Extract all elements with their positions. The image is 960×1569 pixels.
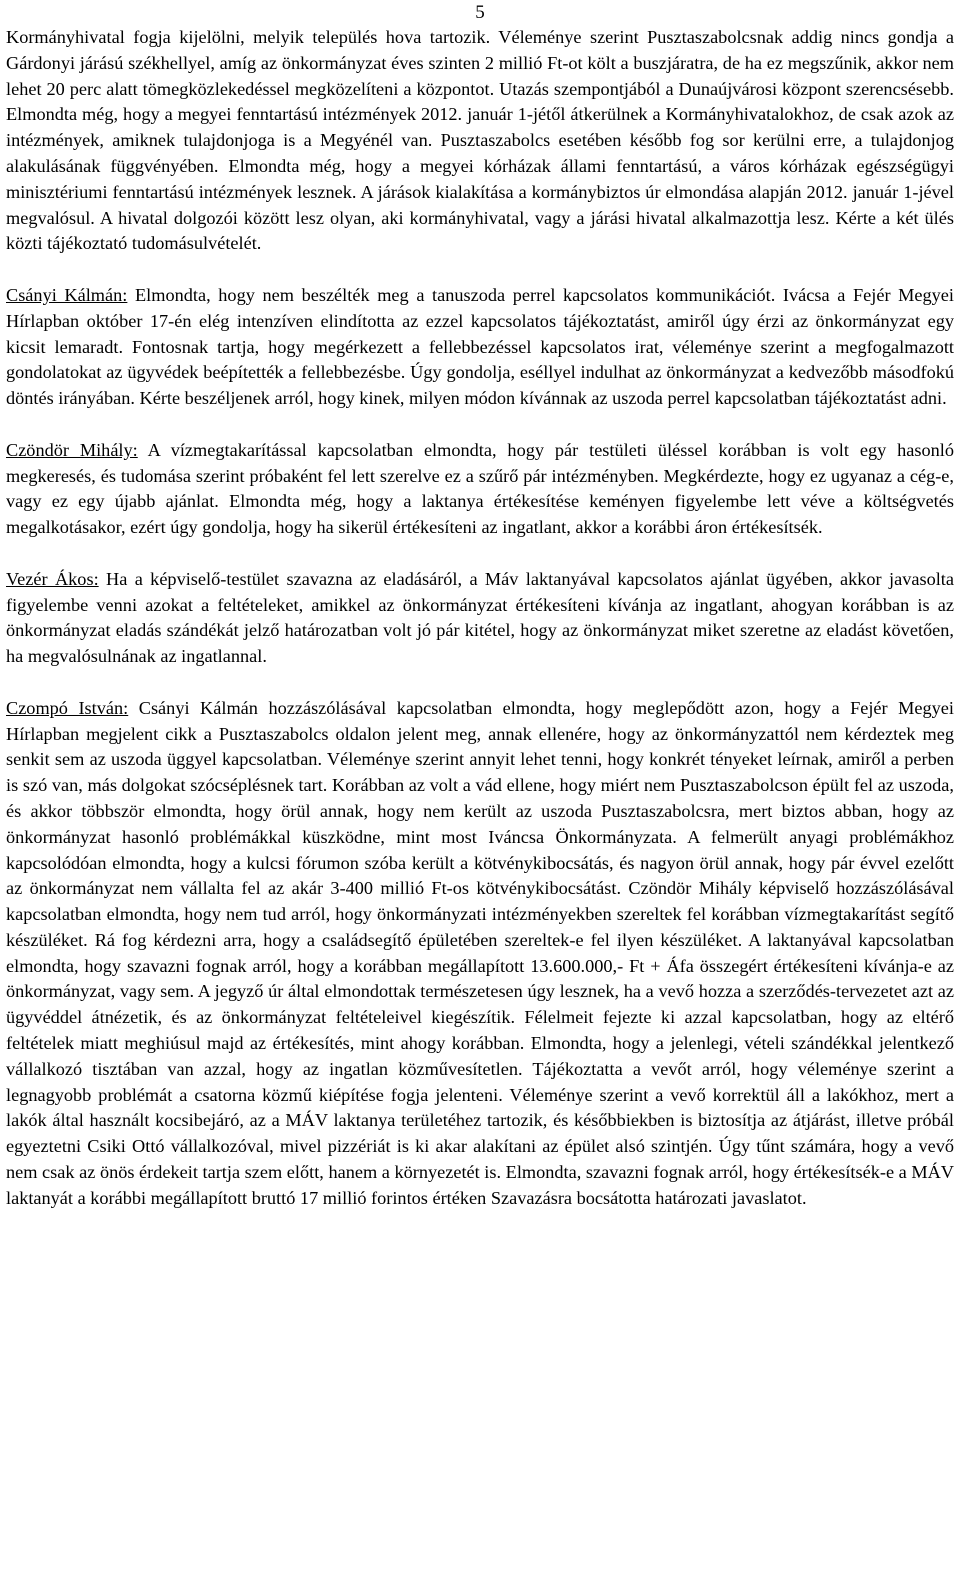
paragraph-intro [6,25,954,257]
paragraph-text: A vízmegtakarítással kapcsolatban elmondta, hogy pár testületi üléssel korábban is volt egy hasonló megkeresés, és tudomása szerint próbaként fel lett szerelve ez a szűrő pár intézményben. Megkérdezte, hogy ez ugyanaz a cég-e, vagy ez egy újabb ajánlat. Elmondta még, hogy a laktanya értékesítése keményen figyelembe lett véve a költségvetés megalkotásakor, ezért úgy gondolja, hogy ha sikerül értékesíteni az ingatlant, akkor a korábbi áron értékesítsék. [6,439,954,538]
paragraph-csanyi [6,283,954,412]
paragraph-text: Ha a képviselő-testület szavazna az eladásáról, a Máv laktanyával kapcsolatos ajánlat ügyében, akkor javasolta figyelembe venni azokat a feltételeket, amikkel az önkormányzat értékesíteni kívánja az ingatlant, ahogyan korábban is az önkormányzat eladás szándékát jelző határozatban volt jó pár kitétel, hogy az önkormányzat miket szeretne az eladást követően, ha megvalósulnának az ingatlannal. [6,568,954,667]
paragraph-czondor [6,438,954,541]
document-body [6,25,954,1212]
speaker-name: Czompó István: [6,697,129,718]
paragraph-text: Csányi Kálmán hozzászólásával kapcsolatban elmondta, hogy meglepődött azon, hogy a Fejér Megyei Hírlapban megjelent cikk a Pusztaszabolcs oldalon jelent meg, annak ellenére, hogy az önkormányzattól nem kérdeztek meg senkit sem az uszoda üggyel kapcsolatban. Véleménye szerint annyit lehet tenni, hogy konkrét tényeket leírnak, amiről a perben is szó van, más dolgokat szócséplésnek tart. Korábban az volt a vád ellene, hogy miért nem Pusztaszabolcson épült fel az uszoda, és akkor többször elmondta, hogy örül annak, hogy nem került az uszoda Pusztaszabolcsra, mert biztos abban, hogy az önkormányzat hasonló problémákkal küszködne, mint most Iváncsa Önkormányzata. A felmerült anyagi problémákhoz kapcsolódóan elmondta, hogy a kulcsi fórumon szóba került a kötvénykibocsátás, és nagyon örül annak, hogy pár évvel ezelőtt az önkormányzat nem vállalta fel az akár 3-400 millió Ft-os kötvénykibocsátást. Czöndör Mihály képviselő hozzászólásával kapcsolatban elmondta, hogy nem tud arról, hogy önkormányzati intézményekben szereltek fel korábban vízmegtakarítást segítő készüléket. Rá fog kérdezni arra, hogy a családsegítő épületében szereltek-e fel ilyen készüléket. A laktanyával kapcsolatban elmondta, hogy szavazni fognak arról, hogy a korábban megállapított 13.600.000,- Ft + Áfa összegért értékesíteni kívánja-e az önkormányzat, vagy sem. A jegyző úr által elmondottak természetesen úgy lesznek, ha a vevő hozza a szerződés-tervezetet azt az ügyvéddel átnézetik, és az önkormányzat feltételeivel kiegészítik. Félelmeit fejezte ki azzal kapcsolatban, hogy az eltérő feltételek miatt meghiúsul majd az értékesítés, mint ahogy korábban. Elmondta, hogy a jelenlegi, vételi szándékkal jelentkező vállalkozó tisztában van azzal, hogy az ingatlan közművesítetlen. Tájékoztatta a vevőt arról, hogy véleménye szerint a legnagyobb problémát a csatorna közmű kiépítése fogja jelenteni. Véleménye szerint a vevő korrektül áll a lakókhoz, mert a lakók által használt kocsibejáró, az a MÁV laktanya területéhez tartozik, és későbbiekben is biztosítja az átjárást, illetve próbál egyeztetni Csiki Ottó vállalkozóval, mivel pizzériát is ki akar alakítani az épület alsó szintjén. Úgy tűnt számára, hogy a vevő nem csak az önös érdekeit tartja szem előtt, hanem a környezetét is. Elmondta, szavazni fognak arról, hogy értékesítsék-e a MÁV laktanyát a korábbi megállapított bruttó 17 millió forintos értéken Szavazásra bocsátotta határozati javaslatot. [6,697,955,1208]
paragraph-text: Kormányhivatal fogja kijelölni, melyik település hova tartozik. Véleménye szerint Pusztaszabolcsnak addig nincs gondja a Gárdonyi járású székhellyel, amíg az önkormányzat éves szinten 2 millió Ft-ot költ a buszjáratra, de ha ez megszűnik, akkor nem lehet 20 perc alatt tömegközlekedéssel megközelíteni a központot. Utazás szempontjából a Dunaújvárosi központ szerencsésebb. Elmondta még, hogy a megyei fenntartású intézmények 2012. január 1-jétől átkerülnek a Kormányhivatalokhoz, de csak azok az intézmények, amiknek tulajdonjoga is a Megyénél van. Pusztaszabolcs esetében később fog sor kerülni erre, a tulajdonjog alakulásának függvényében. Elmondta még, hogy a megyei kórházak állami fenntartású, a város kórházak egészségügyi minisztériumi fenntartású intézmények lesznek. A járások kialakítása a kormánybiztos úr elmondása alapján 2012. január 1-jével megvalósul. A hivatal dolgozói között lesz olyan, aki kormányhivatal, vagy a járási hivatal alkalmazottja lesz. Kérte a két ülés közti tájékoztató tudomásulvételét. [6,27,954,254]
page-number: 5 [475,2,485,23]
speaker-name: Csányi Kálmán: [6,284,128,305]
paragraph-text: Elmondta, hogy nem beszélték meg a tanuszoda perrel kapcsolatos kommunikációt. Ivácsa a Fejér Megyei Hírlapban október 17-én elég intenzíven elindította az ezzel kapcsolatos tájékoztatást, amiről úgy érzi az önkormányzat egy kicsit lemaradt. Fontosnak tartja, hogy megérkezett a fellebbezéssel kapcsolatos irat, véleménye szerint a megfogalmazott gondolatokat az ügyvédek beépítették a fellebbezésbe. Úgy gondolja, eséllyel indulhat az önkormányzat a kedvezőbb másodfokú döntés irányában. Kérte beszéljenek arról, hogy kinek, milyen módon kívánnak az uszoda perrel kapcsolatban tájékoztatást adni. [6,284,955,409]
paragraph-vezer [6,567,954,670]
speaker-name: Vezér Ákos: [6,568,99,589]
paragraph-czompo [6,696,954,1212]
speaker-name: Czöndör Mihály: [6,439,138,460]
